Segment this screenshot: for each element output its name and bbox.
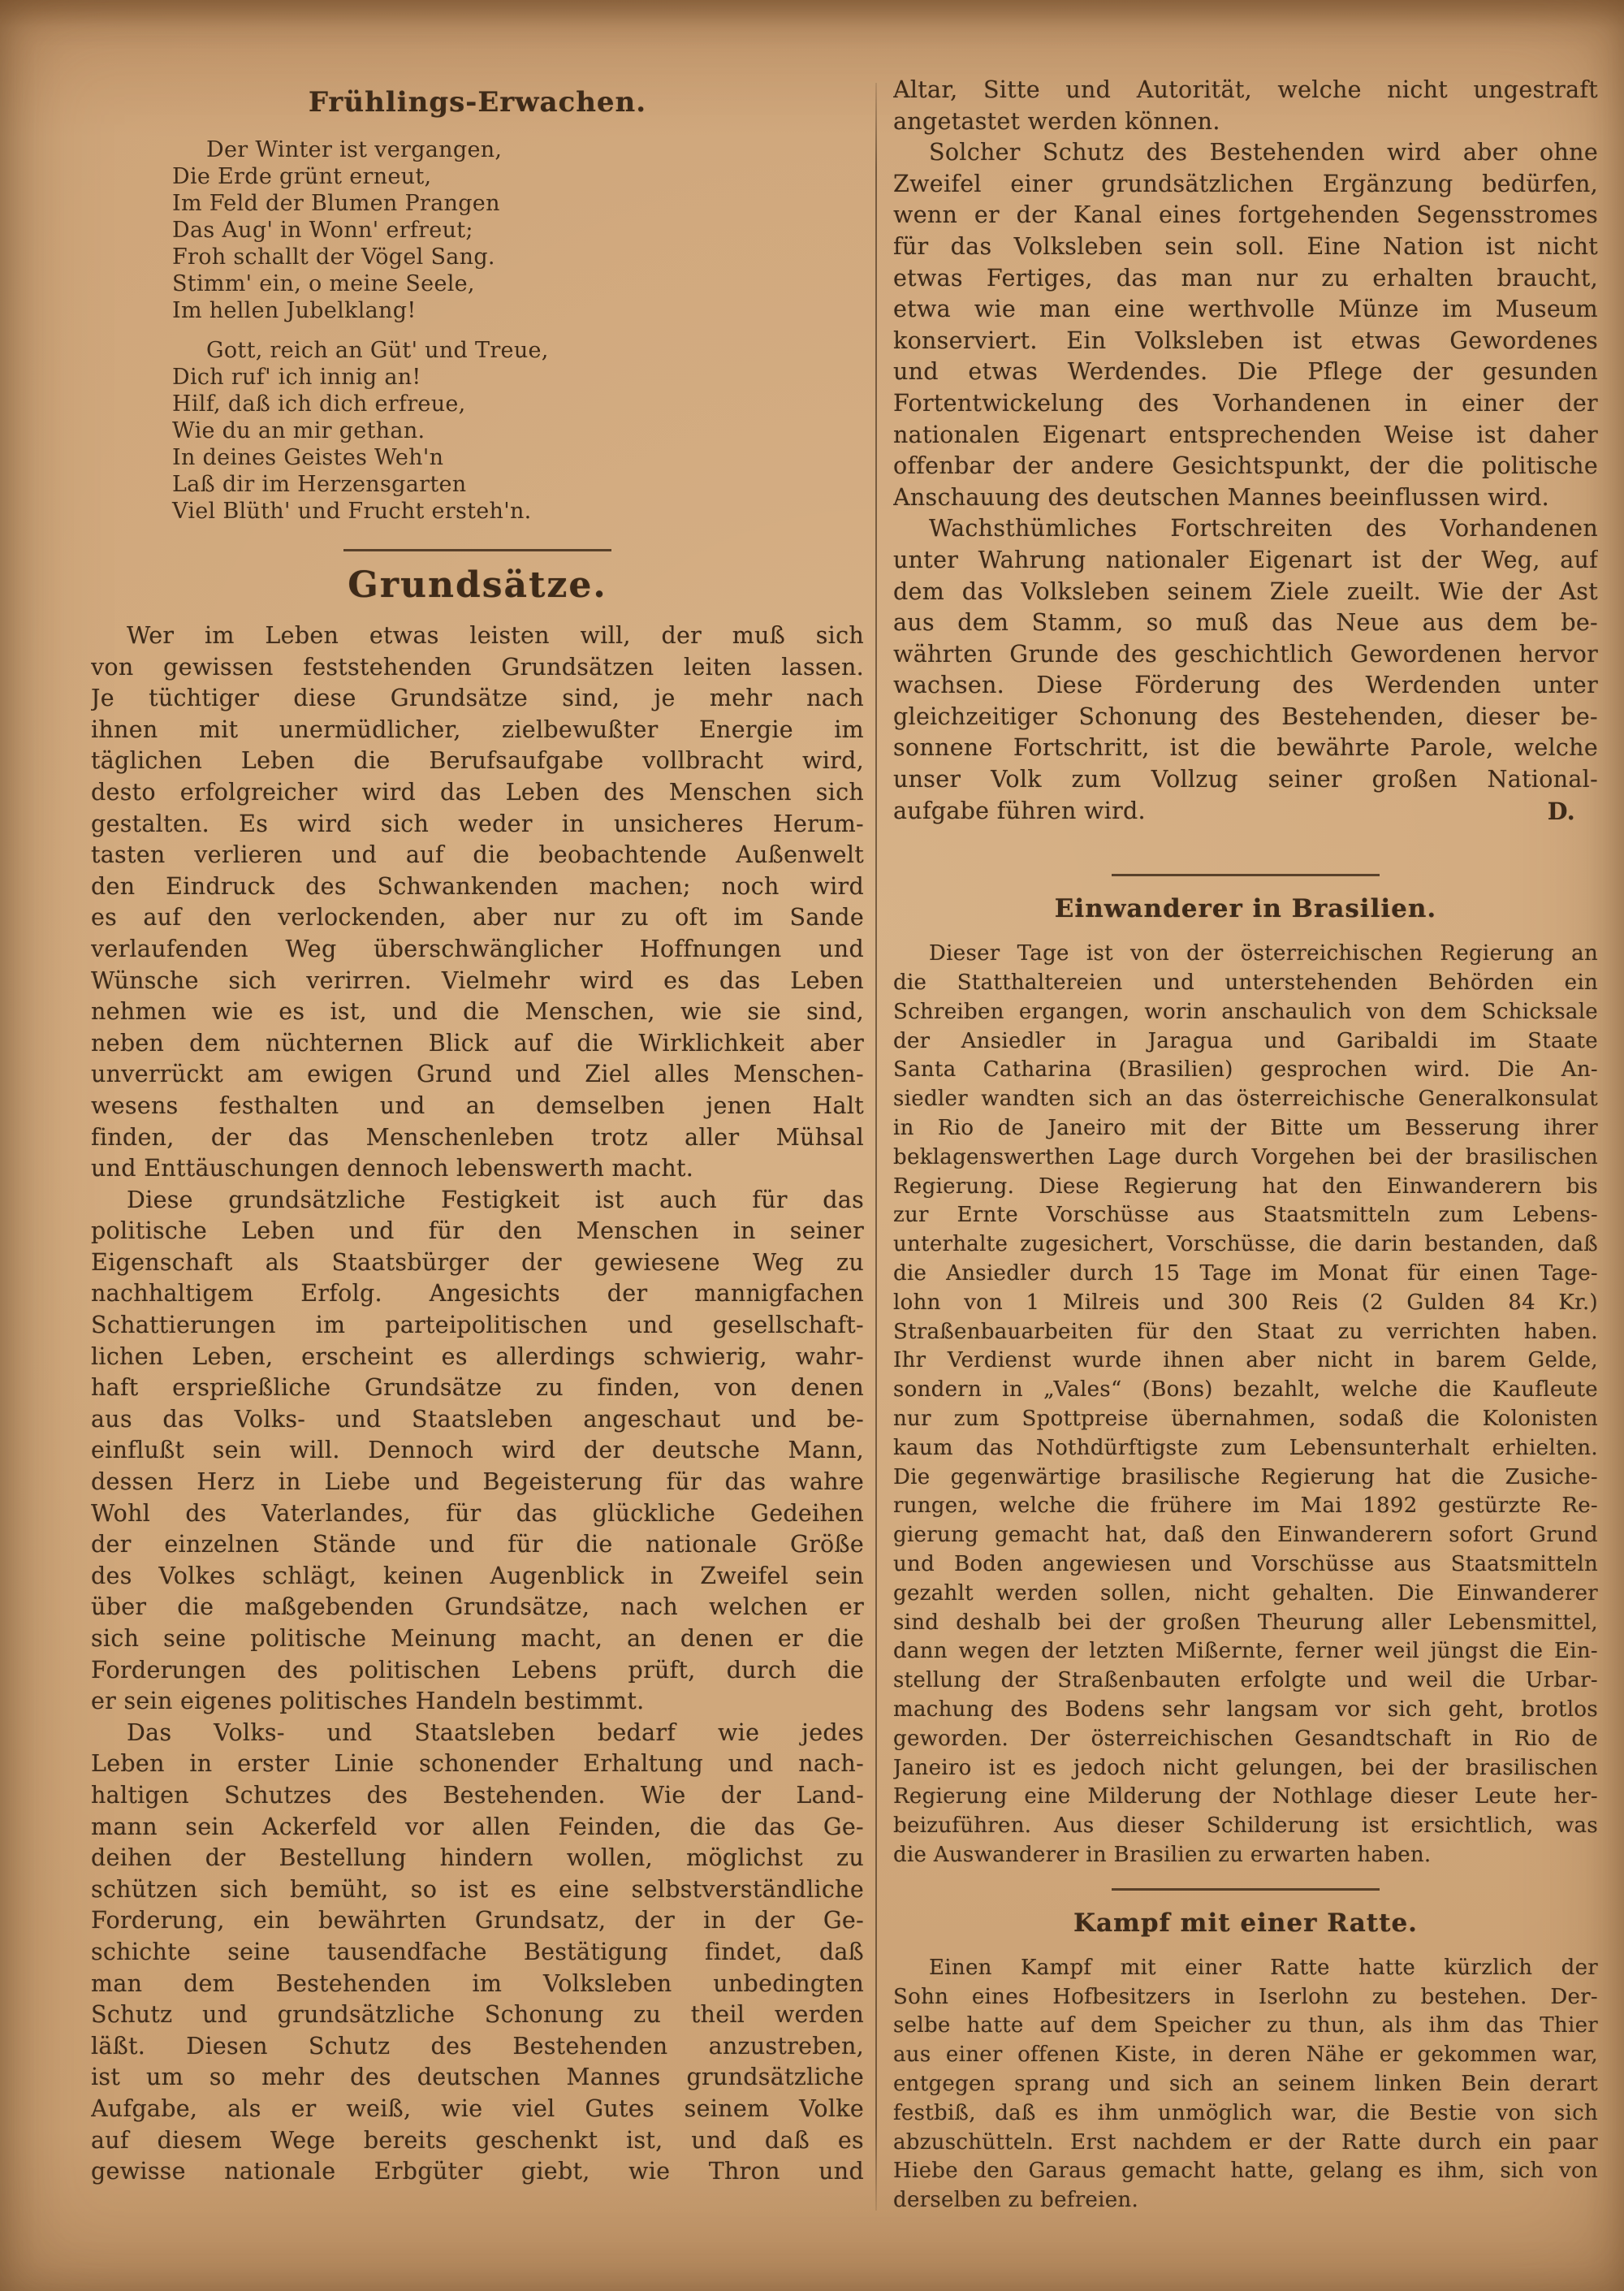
text-line: gewisse nationale Erbgüter giebt, wie Thron und (91, 2158, 864, 2185)
text-line: wenn er der Kanal eines fortgehenden Segensstromes (893, 201, 1598, 229)
text-line: Aufgabe, als er weiß, wie viel Gutes seinem Volke (91, 2094, 864, 2122)
text-line: gierung gemacht hat, daß den Einwanderern sofort Grund (893, 1523, 1598, 1548)
text-line: Janeiro ist es jedoch nicht gelungen, bei der brasilischen (893, 1755, 1598, 1780)
section-rule (1112, 874, 1380, 876)
text-line: etwas Fertiges, das man nur zu erhalten braucht, (893, 264, 1598, 292)
text-line: Wachsthümliches Fortschreiten des Vorhandenen (929, 515, 1598, 542)
text-line: schichte seine tausendfache Bestätigung findet, daß (91, 1938, 864, 1965)
text-line: und etwas Werdendes. Die Pflege der gesunden (893, 358, 1598, 386)
text-line: Ihr Verdienst wurde ihnen aber nicht in barem Gelde, (893, 1348, 1598, 1373)
text-line: Schreiben ergangen, worin anschaulich von dem Schicksale (893, 999, 1598, 1024)
poem-stanza (172, 337, 864, 525)
text-line: konserviert. Ein Volksleben ist etwas Gewordenes (893, 326, 1598, 354)
text-line: unterhalte zugesichert, Vorschüsse, die darin bestanden, daß (893, 1232, 1598, 1257)
text-line: läßt. Diesen Schutz des Bestehenden anzustreben, (91, 2032, 864, 2060)
column-divider (875, 83, 877, 2211)
poem (172, 136, 864, 525)
section-heading: Grundsätze. (348, 564, 607, 606)
section-rule (1112, 1888, 1380, 1891)
text-line: Schutz und grundsätzliche Schonung zu theil werden (91, 2001, 864, 2029)
text-line: Diese grundsätzliche Festigkeit ist auch für das (127, 1186, 864, 1213)
text-line: dessen Herz in Liebe und Begeisterung für das wahre (91, 1468, 864, 1496)
text-line: offenbar der andere Gesichtspunkt, der die politische (893, 452, 1598, 480)
text-line: lichen Leben, erscheint es allerdings schwierig, wahr- (91, 1342, 864, 1370)
text-line: haft ersprießliche Grundsätze zu finden, von denen (91, 1374, 864, 1402)
text-line: desto erfolgreicher wird das Leben des Menschen sich (91, 778, 864, 806)
text-line: Zweifel einer grundsätzlichen Ergänzung bedürfen, (893, 170, 1598, 197)
text-line: man dem Bestehenden im Volksleben unbedingten (91, 1969, 864, 1997)
text-line: unser Volk zum Vollzug seiner großen National- (893, 766, 1598, 793)
text-line: nachhaltigem Erfolg. Angesichts der mannigfachen (91, 1280, 864, 1308)
text-line: der einzelnen Stände und für die nationale Größe (91, 1531, 864, 1558)
text-line: Leben in erster Linie schonender Erhaltung und nach- (91, 1750, 864, 1778)
text-line: beklagenswerthen Lage durch Vorgehen bei der brasilischen (893, 1144, 1598, 1169)
text-line: Schattierungen im parteipolitischen und gesellschaft- (91, 1312, 864, 1339)
text-line: rungen, welche die frühere im Mai 1892 gestürzte Re- (893, 1493, 1598, 1519)
text-line: Je tüchtiger diese Grundsätze sind, je mehr nach (91, 685, 864, 712)
text-line: und Enttäuschungen dennoch lebenswerth macht. (91, 1155, 694, 1182)
text-line: einflußt sein will. Dennoch wird der deutsche Mann, (91, 1437, 864, 1464)
text-line: gestalten. Es wird sich weder in unsicheres Herum- (91, 810, 864, 837)
text-line: er sein eigenes politisches Handeln bestimmt. (91, 1688, 645, 1715)
text-line: Laß dir im Herzensgarten (172, 472, 467, 497)
text-line: zur Ernte Vorschüsse aus Staatsmitteln zum Lebens- (893, 1203, 1598, 1228)
text-line: wesens festhalten und an demselben jenen Halt (91, 1091, 864, 1119)
text-line: kaum das Nothdürftigste zum Lebensunterhalt erhielten. (893, 1435, 1598, 1460)
text-line: etwa wie man eine werthvolle Münze im Museum (893, 296, 1598, 323)
text-line: Regierung. Diese Regierung hat den Einwanderern bis (893, 1174, 1598, 1199)
text-line: Gott, reich an Güt' und Treue, (206, 338, 549, 363)
text-line: tasten verlieren und auf die beobachtende Außenwelt (91, 841, 864, 869)
text-line: Anschauung des deutschen Mannes beeinflussen wird. (893, 483, 1550, 511)
text-line: Das Volks- und Staatsleben bedarf wie jedes (127, 1718, 864, 1746)
text-line: geworden. Der österreichischen Gesandtschaft in Rio de (893, 1726, 1598, 1751)
text-line: haltigen Schutzes des Bestehenden. Wie der Land- (91, 1781, 864, 1809)
text-line: täglichen Leben die Berufsaufgabe vollbracht wird, (91, 747, 864, 775)
text-line: Das Aug' in Wonn' erfreut; (172, 218, 473, 243)
article-body (893, 1954, 1598, 2215)
text-line: Im hellen Jubelklang! (172, 298, 417, 323)
text-line: Dich ruf' ich innig an! (172, 365, 421, 390)
text-line: dann wegen der letzten Mißernte, ferner weil jüngst die Ein- (893, 1639, 1598, 1664)
text-line: Hilf, daß ich dich erfreue, (172, 391, 466, 417)
text-line: Dieser Tage ist von der österreichischen Regierung an (929, 941, 1598, 966)
text-line: Regierung eine Milderung der Nothlage dieser Leute her- (893, 1784, 1598, 1809)
text-line: Viel Blüth' und Frucht ersteh'n. (172, 499, 532, 524)
text-line: sich seine politische Meinung macht, an denen er die (91, 1625, 864, 1652)
text-line: aus das Volks- und Staatsleben angeschaut und be- (91, 1405, 864, 1433)
text-line: sonnene Fortschritt, ist die bewährte Parole, welche (893, 734, 1598, 762)
paragraph (91, 1185, 864, 1718)
text-line: Die Erde grünt erneut, (172, 164, 432, 189)
text-line: ihnen mit unermüdlicher, zielbewußter Energie im (91, 715, 864, 743)
text-line: Straßenbauarbeiten für den Staat zu verrichten haben. (893, 1319, 1598, 1344)
poem-stanza (172, 136, 864, 324)
text-line: Im Feld der Blumen Prangen (172, 191, 500, 216)
left-column (91, 81, 864, 2188)
text-line: Santa Catharina (Brasilien) gesprochen wird. Die An- (893, 1057, 1598, 1083)
text-line: es auf den verlockenden, aber nur zu oft im Sande (91, 904, 864, 932)
text-line: von gewissen feststehenden Grundsätzen leiten lassen. (91, 653, 864, 681)
text-line: neben dem nüchternen Blick auf die Wirklichkeit aber (91, 1029, 864, 1057)
text-line: sind deshalb bei der großen Theurung aller Lebensmittel, (893, 1610, 1598, 1635)
text-line: In deines Geistes Weh'n (172, 445, 444, 470)
text-line: unter Wahrung nationaler Eigenart ist der Weg, auf (893, 546, 1598, 573)
text-line: Hiebe den Garaus gemacht hatte, gelang es ihm, sich von (893, 2159, 1598, 2184)
poem-title: Frühlings-Erwachen. (308, 86, 647, 119)
text-line: des Volkes schlägt, keinen Augenblick in Zweifel sein (91, 1562, 864, 1589)
text-line: dem das Volksleben seinem Ziele zueilt. Wie der Ast (893, 577, 1598, 605)
text-line: abzuschütteln. Erst nachdem er der Ratte durch ein paar (893, 2129, 1598, 2155)
text-line: währten Grunde des geschichtlich Gewordenen hervor (893, 640, 1598, 668)
text-line: beizuführen. Aus dieser Schilderung ist ersichtlich, was (893, 1813, 1598, 1839)
paragraph (893, 137, 1598, 513)
text-line: die Auswanderer in Brasilien zu erwarten haben. (893, 1842, 1432, 1867)
text-line: Fortentwickelung des Vorhandenen in einer der (893, 389, 1598, 417)
text-line: gleichzeitiger Schonung des Bestehenden, dieser be- (893, 702, 1598, 730)
text-line: über die maßgebenden Grundsätze, nach welchen er (91, 1593, 864, 1621)
text-line: Wer im Leben etwas leisten will, der muß sich (127, 622, 864, 649)
text-line: in Rio de Janeiro mit der Bitte um Besserung ihrer (893, 1116, 1598, 1141)
text-line: derselben zu befreien. (893, 2188, 1139, 2213)
text-line: wachsen. Diese Förderung des Werdenden unter (893, 672, 1598, 699)
text-line: ist um so mehr des deutschen Mannes grundsätzliche (91, 2064, 864, 2091)
text-line-text: aufgabe führen wird. (893, 797, 1146, 824)
signature: D. (1547, 797, 1575, 825)
text-line: schützen sich bemüht, so ist es eine selbstverständliche (91, 1875, 864, 1903)
text-line: deihen der Bestellung hindern wollen, möglichst zu (91, 1844, 864, 1872)
text-line: unverrückt am ewigen Grund und Ziel alles Menschen- (91, 1061, 864, 1088)
text-line: die Ansiedler durch 15 Tage im Monat für einen Tage- (893, 1261, 1598, 1286)
text-line: verlaufenden Weg überschwänglicher Hoffnungen und (91, 935, 864, 962)
paragraph (91, 620, 864, 1185)
paragraph-continuation (893, 75, 1598, 137)
text-line (893, 796, 1598, 828)
text-line: die Statthaltereien und unterstehenden Behörden ein (893, 970, 1598, 996)
text-line: Einen Kampf mit einer Ratte hatte kürzlich der (929, 1955, 1598, 1980)
text-line: Froh schallt der Vögel Sang. (172, 244, 495, 270)
text-line: den Eindruck des Schwankenden machen; noch wird (91, 872, 864, 900)
text-line: entgegen sprang und sich an seinem linken Bein derart (893, 2071, 1598, 2096)
text-line: gezahlt werden sollen, nicht gehalten. Die Einwanderer (893, 1580, 1598, 1606)
text-line: Stimm' ein, o meine Seele, (172, 271, 475, 296)
text-line: mann sein Ackerfeld vor allen Feinden, die das Ge- (91, 1813, 864, 1840)
text-line: Der Winter ist vergangen, (206, 137, 503, 162)
article-heading: Einwanderer in Brasilien. (1054, 894, 1437, 924)
text-line: selbe hatte auf dem Speicher zu thun, als ihm das Thier (893, 2013, 1598, 2038)
text-line: siedler wandten sich an das österreichische Generalkonsulat (893, 1087, 1598, 1112)
text-line: Forderung, ein bewährten Grundsatz, der in der Ge- (91, 1907, 864, 1934)
text-line: aus einer offenen Kiste, in deren Nähe er gekommen war, (893, 2042, 1598, 2068)
text-line: finden, der das Menschenleben trotz aller Mühsal (91, 1123, 864, 1151)
text-line: Sohn eines Hofbesitzers in Iserlohn zu bestehen. Der- (893, 1984, 1598, 2009)
text-line: politische Leben und für den Menschen in seiner (91, 1217, 864, 1245)
text-line: Die gegenwärtige brasilische Regierung hat die Zusiche- (893, 1464, 1598, 1489)
text-line: festbiß, daß es ihm unmöglich war, die Bestie von sich (893, 2100, 1598, 2125)
text-line: machung des Bodens sehr langsam vor sich geht, brotlos (893, 1697, 1598, 1722)
text-line: Wie du an mir gethan. (172, 418, 425, 443)
text-line: Wünsche sich verirren. Vielmehr wird es das Leben (91, 966, 864, 994)
text-line: Altar, Sitte und Autorität, welche nicht ungestraft (893, 76, 1598, 103)
article-heading: Kampf mit einer Ratte. (1073, 1908, 1418, 1938)
text-line: für das Volksleben sein soll. Eine Nation ist nicht (893, 232, 1598, 260)
text-line: nationalen Eigenart entsprechenden Weise ist daher (893, 421, 1598, 448)
article-body (893, 940, 1598, 1870)
text-line: Solcher Schutz des Bestehenden wird aber ohne (929, 139, 1598, 166)
text-line: aus dem Stamm, so muß das Neue aus dem be- (893, 609, 1598, 637)
text-line: lohn von 1 Milreis und 300 Reis (2 Gulden 84 Kr.) (893, 1290, 1598, 1315)
text-line: Eigenschaft als Staatsbürger der gewiesene Weg zu (91, 1248, 864, 1276)
section-rule (343, 549, 611, 551)
text-line: Wohl des Vaterlandes, für das glückliche Gedeihen (91, 1499, 864, 1527)
text-line: angetastet werden können. (893, 107, 1220, 135)
text-line: sondern in „Vales“ (Bons) bezahlt, welche die Kaufleute (893, 1377, 1598, 1403)
text-line: Forderungen des politischen Lebens prüft, durch die (91, 1656, 864, 1684)
text-line: der Ansiedler in Jaragua und Garibaldi im Staate (893, 1028, 1598, 1053)
text-line: nur zum Spottpreise übernahmen, sodaß die Kolonisten (893, 1407, 1598, 1431)
paragraph (91, 1718, 864, 2188)
text-line: stellung der Straßenbauten erfolgte und weil die Urbar- (893, 1668, 1598, 1693)
text-line: nehmen wie es ist, und die Menschen, wie sie sind, (91, 998, 864, 1026)
paragraph (893, 513, 1598, 827)
text-line: und Boden angewiesen und Vorschüsse aus Staatsmitteln (893, 1551, 1598, 1576)
text-line: auf diesem Wege bereits geschenkt ist, und daß es (91, 2126, 864, 2154)
right-column (893, 75, 1598, 2215)
